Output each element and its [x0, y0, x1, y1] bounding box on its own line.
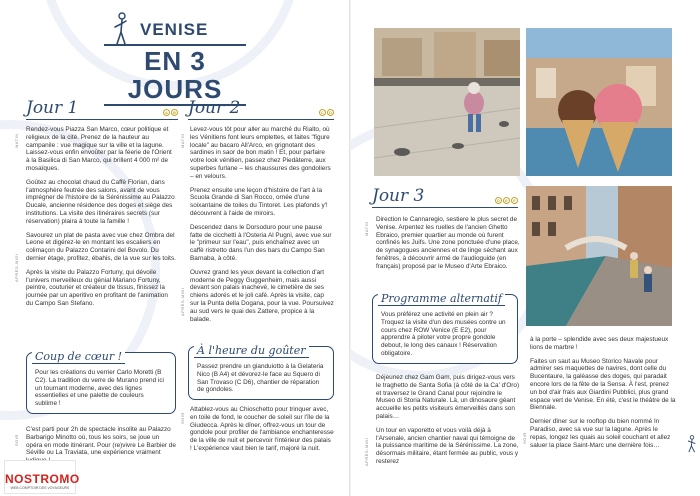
day3-label: Jour 3 [372, 186, 425, 206]
box-title: À l'heure du goûter [194, 344, 309, 358]
day1-column [26, 126, 176, 314]
map-ref-badge: A [163, 109, 170, 116]
day2-column [190, 126, 334, 329]
paragraph: Levez-vous tôt pour aller au marché du Rialto, où les Vénitiens font leurs emplettes, et faites "figure locale" au bacaro All'Arco, en grignotant des sardines in saor de bon matin ! Et, pour parfaire votre look vénitien, passez chez Piedàterre, aux superbes furlane – les chaussures des gondoliers – en velours. [190, 126, 331, 180]
nostromo-logo [4, 460, 80, 494]
day3-column [376, 216, 520, 277]
side-label-matin: MATIN [14, 133, 19, 148]
paragraph: Savourez un plat de pasta avec vue chez Ombra del Leone et digérez-le en montant les escaliers en colimaçon du Palazzo Contarini del Bovolo. Du dernier étage, profitez, ébahis, de la vue sur les toits. [26, 231, 176, 262]
paragraph: Un tour en vaporetto et vous voilà déjà à l'Arsenale, ancien chantier naval qui témoigne de la puissance maritime de la Sérénissime. La zone, désormais militaire, étant fermée au public, vous y resterez [376, 426, 519, 465]
right-page [350, 0, 700, 496]
side-label-soir: SOIR [14, 434, 19, 446]
box-text: Vous préférez une activité en plein air ? Troquez la visite d'un des musées contre un cours chez ROW Venice (E E2), pour apprendre à piloter votre propre gondole debout, le long des canaux ! Réservation obligatoire. [381, 311, 506, 357]
sightseer-icon [110, 12, 130, 48]
programme-alternatif-box [372, 294, 518, 364]
photo-canal-family [526, 186, 672, 326]
paragraph: Après la visite du Palazzo Fortuny, qui dévoile l'univers merveilleux du génial Mariano Fortuny, peintre, couturier et créateur de tissus, finissez la journée par un aperitivo en profitant de l'animation du Campo San Stefano. [26, 268, 168, 307]
box-text: Passez prendre un gianduiotto à la Gelateria Nico (B A4) et dévorez-le face au Squero di San Trovaso (C D6), chantier de réparation de gondoles. [197, 363, 324, 394]
day3-header [372, 188, 518, 208]
day3-map-refs [495, 197, 518, 204]
paragraph: C'est parti pour 2h de spectacle insolite au Palazzo Barbarigo Minotto où, tous les soirs, se joue un opéra en mode itinérant. Pour (re)vivre Le Barbier de Séville ou La Traviata, une expérience vraiment [26, 426, 176, 457]
day3-right-column [530, 336, 676, 455]
map-ref-badge: D [495, 197, 502, 204]
logo-name: NOSTROMO [5, 472, 80, 486]
day1-label: Jour 1 [26, 98, 79, 118]
box-text: Pour les créations du verrier Carlo Moretti (B C2). La tradition du verre de Murano prend ici un tournant moderne, avec des lignes essentielles et une palette de couleurs sublime ! [35, 369, 164, 408]
map-ref-badge: B [171, 109, 178, 116]
box-title: Coup de cœur ! [32, 350, 125, 364]
paragraph: Descendez dans le Dorsoduro pour une pause fatte de cicchetti à l'Osteria Al Pugni, avec vue sur le "primeur sur l'eau", puis enchaînez avec un caffè ristretto dans l'un des bars du Campo San Barnaba, à côté. [190, 223, 332, 262]
page-title-line1: VENISE [140, 20, 209, 39]
walking-person-icon [686, 434, 698, 454]
paragraph: Déjeunez chez Gam Gam, puis dirigez-vous vers le traghetto de Santa Sofia (à côté de la Ca' d'Oro) et traversez le Grand Canal pour rejoindre le Museo di Storia Naturale. Là, un dinosaure géant accueille les petits visiteurs émerveillés dans son palais… [376, 374, 520, 420]
gouter-box [188, 346, 334, 400]
side-label-soir: SOIR [180, 412, 185, 424]
map-ref-badge: C [319, 109, 326, 116]
paragraph: Rendez-vous Piazza San Marco, cœur politique et religieux de la cité. Prenez de la hauteur au campanile : vue magique sur la ville et la lagune. Laissez-vous enfin envoûter par la féerie de l'Orient à la Basilica di San Marco, qui brillent 4 000 m² de mosaïques. [26, 126, 172, 172]
side-label-apres-midi: APRÈS-MIDI [14, 253, 19, 282]
day2-label: Jour 2 [188, 98, 241, 118]
page-title-line2: EN 3 JOURS [104, 44, 246, 106]
day2-map-refs [319, 109, 334, 116]
day3-afternoon [376, 374, 520, 472]
paragraph: Attablez-vous au Chioschetto pour trinquer avec, en toile de fond, le coucher de soleil sur l'île de la Giudecca. Après le dîner, offrez-vous un tour de gondole pour profiter de l'ambiance enchanteresse de la ville de nuit et percevoir l'intérieur des palais ! L'expérience vaut bien le tarif, majoré la nuit. [190, 406, 334, 452]
side-label-apres-midi: APRÈS-MIDI [364, 437, 369, 466]
paragraph: Goûtez au chocolat chaud du Caffè Florian, dans l'atmosphère feutrée des salons, avant de vous imprégner de l'histoire de la Sérénissime au Palazzo Ducale, ancienne résidence des doges et siège des institutions. La visite des itinéraires secrets (sur réservation) plaira à toute la famille ! [26, 178, 175, 225]
coup-de-coeur-box [26, 352, 176, 414]
paragraph: à la porte – splendide avec ses deux majestueux lions de marbre ! [530, 336, 669, 351]
paragraph: Prenez ensuite une leçon d'histoire de l'art à la Scuola Grande di San Rocco, ornée d'une soixantaine de toiles du Tintoret. Les plafonds y'! découvrent à l'aide de miroirs. [190, 186, 328, 217]
paragraph: Faites un saut au Museo Storico Navale pour admirer ses maquettes de navires, dont celle du Bucentaure, la galéasse des doges, qui paradait encore lors de la fête de la Sensa. À l'est, prenez un bol d'air frais aux Giardini Pubblici, plus grand espace vert de Venise. En été, c'est le théâtre de la Biennale. [530, 357, 676, 412]
paragraph: Dernier dîner sur le rooftop du bien nommé In Paradiso, avec sa vue sur la lagune. Après le repas, longez les quais au soleil couchant et allez saluer la place Saint-Marc une dernière fois… [530, 418, 671, 449]
paragraph: Direction le Cannaregio, sestiere le plus secret de Venise. Arpentez les ruelles de l'ancien Ghetto Ebraico, premier quartier au monde où furent confinés les Juifs. Une zone ponctuée d'une place, de synagogues anciennes et de linge séchant aux fenêtres, à découvrir armé de l'audioguide (en français) proposé par le Museo d'Arte Ebraico. [376, 216, 520, 270]
day1-header [26, 100, 178, 120]
side-label-matin: MATIN [180, 133, 185, 148]
side-label-matin: MATIN [364, 221, 369, 236]
photo-gelato [526, 28, 672, 176]
logo-tagline: WEB COMPTOIR DES VOYAGEURS [10, 486, 70, 490]
box-title: Programme alternatif [378, 292, 505, 306]
side-label-soir: SOIR [522, 432, 527, 444]
map-ref-badge: F [511, 197, 518, 204]
day2-evening [190, 406, 334, 459]
photo-piazza-child [374, 28, 520, 176]
day1-map-refs [163, 109, 178, 116]
map-ref-badge: E [503, 197, 510, 204]
day2-header [188, 100, 334, 120]
map-ref-badge: D [327, 109, 334, 116]
paragraph: Ouvrez grand les yeux devant la collection d'art moderne de Peggy Guggenheim, mais aussi devant son palais inachevé, le cimetière de ses chiens adorés et le joli café. Après la visite, cap sur la Punta della Dogana, pour la vue. Poursuivez au sud vers le quai des Zattere, propice à la balade. [190, 268, 334, 323]
side-label-apres-midi: APRÈS-MIDI [180, 287, 185, 316]
